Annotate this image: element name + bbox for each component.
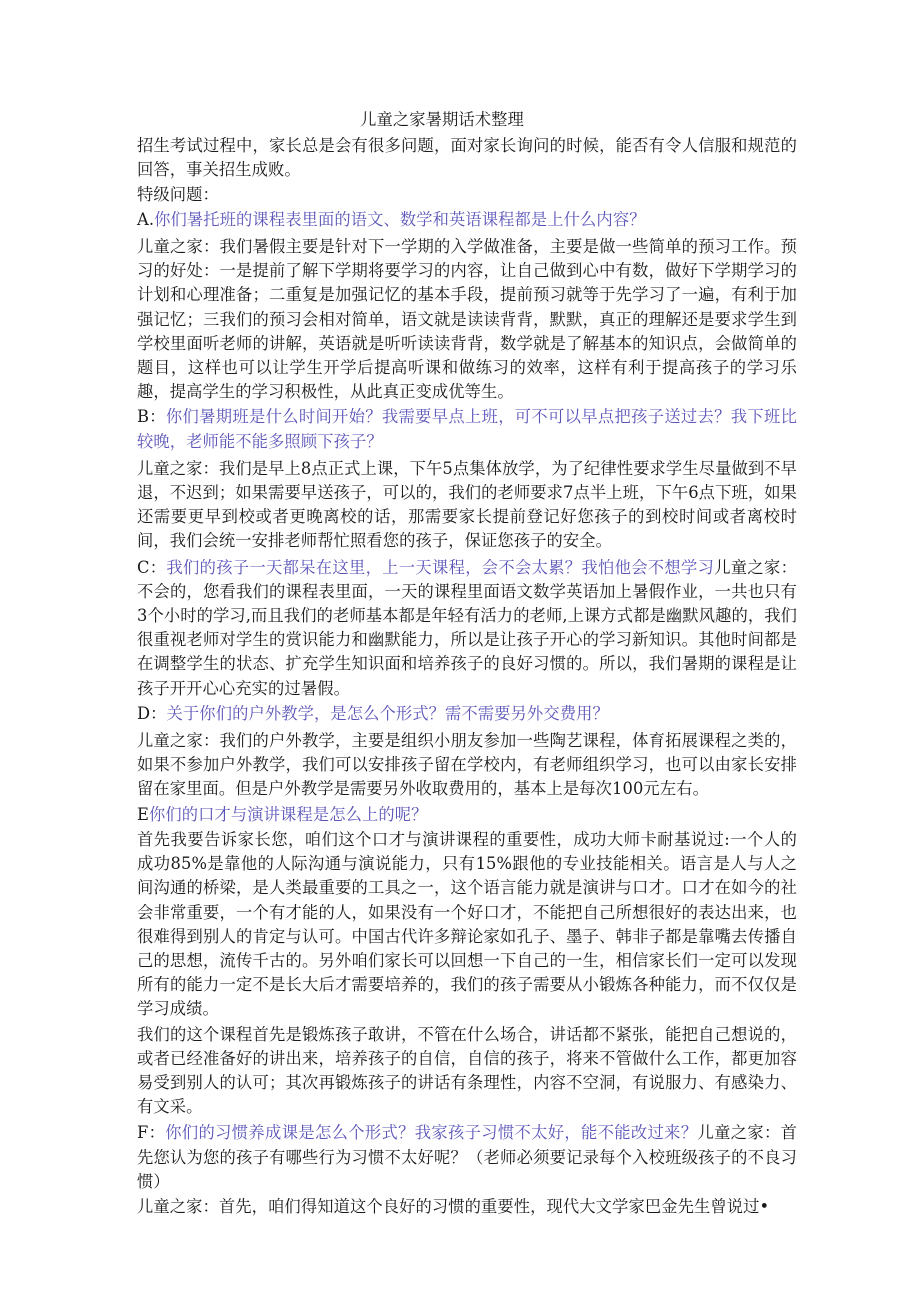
answer-f: 儿童之家：首先您认为您的孩子有哪些行为习惯不太好呢？（老师必须要记录每个入校班级孩子的不良习惯） [137, 1123, 797, 1191]
question-f-block [137, 1121, 797, 1194]
question-a [137, 208, 797, 232]
question-c-label: C： [137, 557, 167, 577]
document-page [137, 108, 797, 1220]
question-c-text: 我们的孩子一天都呆在这里，上一天课程，会不会太累？我怕他会不想学习 [166, 557, 715, 577]
question-f-text: 你们的习惯养成课是怎么个形式？我家孩子习惯不太好，能不能改过来？ [165, 1123, 698, 1143]
question-d-text: 关于你们的户外教学，是怎么个形式？需不需要另外交费用？ [166, 703, 609, 723]
question-b [137, 405, 797, 453]
question-f-label: F： [137, 1123, 166, 1143]
document-title: 儿童之家暑期话术整理 [360, 110, 524, 129]
intro-paragraph: 招生考试过程中，家长总是会有很多问题，面对家长询问的时候，能否有令人信服和规范的回答，事关招生成败。 [137, 136, 797, 180]
question-a-label: A. [137, 209, 155, 229]
question-a-text: 你们暑托班的课程表里面的语文、数学和英语课程都是上什么内容？ [154, 209, 646, 229]
section-label: 特级问题： [137, 184, 219, 204]
answer-b: 儿童之家：我们是早上8点正式上课，下午5点集体放学，为了纪律性要求学生尽量做到不早退，不迟到；如果需要早送孩子，可以的，我们的老师要求7点半上班，下午6点下班，如果还需要更早到校或者更晚离校的话，那需要家长提前登记好您孩子的到校时间或者离校时间，我们会统一安排老师帮忙照看您的孩子，保证您孩子的安全。 [137, 458, 797, 551]
question-e-text: 你们的口才与演讲课程是怎么上的呢？ [149, 804, 428, 824]
question-d [137, 702, 797, 726]
answer-c: 儿童之家：不会的，您看我们的课程表里面，一天的课程里面语文数学英语加上暑假作业，一共也只有3个小时的学习,而且我们的老师基本都是年轻有活力的老师,上课方式都是幽默风趣的，我们很重视老师对学生的赏识能力和幽默能力，所以是让孩子开心的学习新知识。其他时间都是在调整学生的状态、扩充学生知识面和培养孩子的良好习惯的。所以，我们暑期的课程是让孩子开开心心充实的过暑假。 [137, 557, 797, 698]
question-c-block [137, 556, 797, 701]
answer-e-continued: 我们的这个课程首先是锻炼孩子敢讲，不管在什么场合，讲话都不紧张，能把自己想说的，或者已经准备好的讲出来，培养孩子的自信，自信的孩子，将来不管做什么工作，都更加容易受到别人的认可；其次再锻炼孩子的讲话有条理性，内容不空洞，有说服力、有感染力、有文采。 [137, 1024, 797, 1117]
question-b-label: B： [137, 407, 166, 427]
question-d-label: D： [137, 703, 167, 723]
question-e-label: E [137, 804, 149, 824]
answer-a: 儿童之家：我们暑假主要是针对下一学期的入学做准备，主要是做一些简单的预习工作。预习的好处：一是提前了解下学期将要学习的内容，让自己做到心中有数，做好下学期学习的计划和心理准备；二重复是加强记忆的基本手段，提前预习就等于先学习了一遍，有利于加强记忆；三我们的预习会相对简单，语文就是读读背背，默默，真正的理解还是要求学生到学校里面听老师的讲解，英语就是听听读读背背，数学就是了解基本的知识点，会做简单的题目，这样也可以让学生开学后提高听课和做练习的效率，这样有利于提高孩子的学习乐趣，提高学生的学习积极性，从此真正变成优等生。 [137, 237, 797, 402]
answer-e: 首先我要告诉家长您，咱们这个口才与演讲课程的重要性，成功大师卡耐基说过:一个人的成功85%是靠他的人际沟通与演说能力，只有15%跟他的专业技能相关。语言是人与人之间沟通的桥梁，是人类最重要的工具之一，这个语言能力就是演讲与口才。口才在如今的社会非常重要，一个有才能的人，如果没有一个好口才，不能把自己所想很好的表达出来，也很难得到别人的肯定与认可。中国古代许多辩论家如孔子、墨子、韩非子都是靠嘴去传播自己的思想，流传千古的。另外咱们家长可以回想一下自己的一生，相信家长们一定可以发现所有的能力一定不是长大后才需要培养的，我们的孩子需要从小锻炼各种能力，而不仅仅是学习成绩。 [137, 829, 797, 1019]
question-e [137, 803, 797, 827]
question-b-text: 你们暑期班是什么时间开始？我需要早点上班，可不可以早点把孩子送过去？我下班比较晚，老师能不能多照顾下孩子？ [137, 407, 797, 451]
answer-d: 儿童之家：我们的户外教学，主要是组织小朋友参加一些陶艺课程，体育拓展课程之类的，如果不参加户外教学，我们可以安排孩子留在学校内，有老师组织学习，也可以由家长安排留在家里面。但是户外教学是需要另外收取费用的，基本上是每次100元左右。 [137, 731, 797, 799]
answer-f-continued: 儿童之家：首先，咱们得知道这个良好的习惯的重要性，现代大文学家巴金先生曾说过• [137, 1196, 770, 1216]
